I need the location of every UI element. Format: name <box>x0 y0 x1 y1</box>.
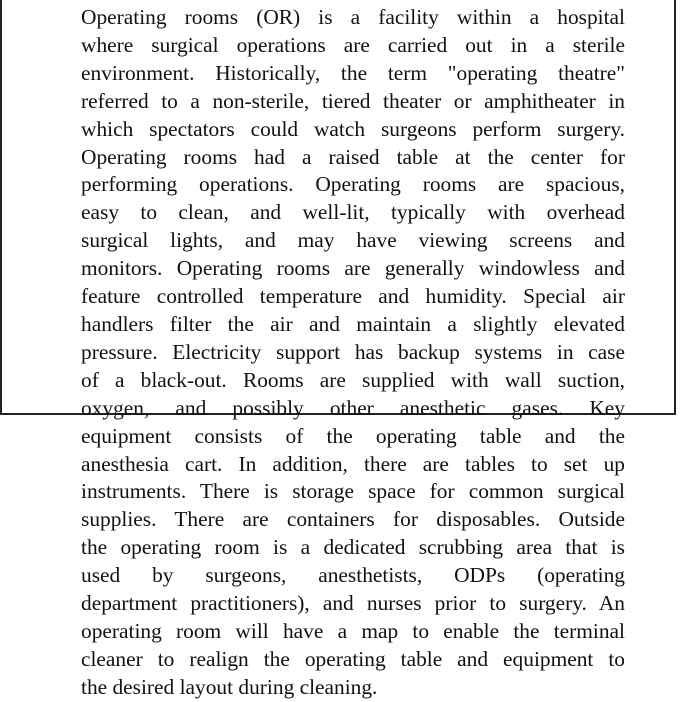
text-line: supplies. There are containers for disposables. Outside <box>81 507 625 532</box>
text-line: equipment consists of the operating table and the <box>81 423 625 448</box>
text-line: feature controlled temperature and humidity. Special air <box>81 284 625 309</box>
text-line: instruments. There is storage space for common surgical <box>81 479 625 504</box>
text-line: anesthesia cart. In addition, there are tables to set up <box>81 451 625 476</box>
text-line: oxygen, and possibly other anesthetic gases. Key <box>81 395 625 420</box>
text-line: surgical lights, and may have viewing screens and <box>81 228 625 253</box>
text-line: performing operations. Operating rooms are spacious, <box>81 172 625 197</box>
text-line: pressure. Electricity support has backup systems in case <box>81 339 625 364</box>
text-line: easy to clean, and well-lit, typically with overhead <box>81 200 625 225</box>
text-line: operating room will have a map to enable the terminal <box>81 618 625 643</box>
text-line: environment. Historically, the term "operating theatre" <box>81 60 625 85</box>
text-line: the operating room is a dedicated scrubbing area that is <box>81 535 625 560</box>
text-line: referred to a non-sterile, tiered theater or amphitheater in <box>81 88 625 113</box>
text-line: used by surgeons, anesthetists, ODPs (operating <box>81 563 625 588</box>
text-line: department practitioners), and nurses prior to surgery. An <box>81 591 625 616</box>
text-line: monitors. Operating rooms are generally windowless and <box>81 256 625 281</box>
text-line: the desired layout during cleaning. <box>81 674 378 699</box>
text-line: of a black-out. Rooms are supplied with wall suction, <box>81 367 625 392</box>
text-line: handlers filter the air and maintain a slightly elevated <box>81 311 625 336</box>
text-line: Operating rooms had a raised table at the center for <box>81 144 625 169</box>
text-line: cleaner to realign the operating table and equipment to <box>81 646 625 671</box>
text-line: Operating rooms (OR) is a facility within a hospital <box>81 5 625 29</box>
text-line: which spectators could watch surgeons perform surgery. <box>81 116 625 141</box>
text-line: where surgical operations are carried out in a sterile <box>81 32 625 57</box>
passage-text <box>81 4 625 702</box>
